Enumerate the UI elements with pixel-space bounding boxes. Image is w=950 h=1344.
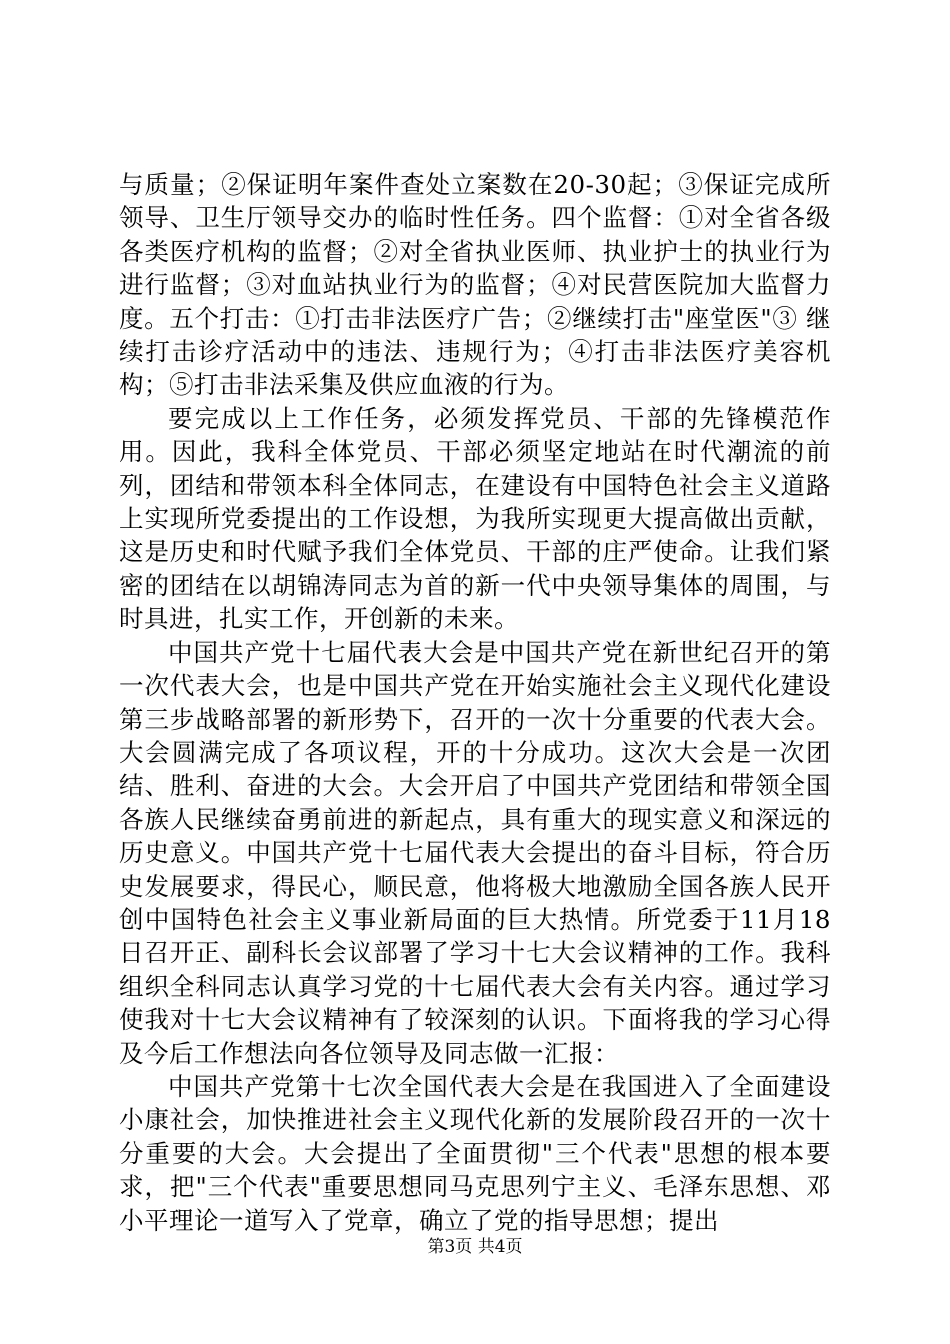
paragraph-3: 中国共产党十七届代表大会是中国共产党在新世纪召开的第一次代表大会，也是中国共产党在开始实施社会主义现代化建设第三步战略部署的新形势下，召开的一次十分重要的代表大会。大会圆满完成了各项议程，开的十分成功。这次大会是一次团结、胜利、奋进的大会。大会开启了中国共产党团结和带领全国各族人民继续奋勇前进的新起点，具有重大的现实意义和深远的历史意义。中国共产党十七届代表大会提出的奋斗目标，符合历史发展要求，得民心，顺民意，他将极大地激励全国各族人民开创中国特色社会主义事业新局面的巨大热情。所党委于11月18日召开正、副科长会议部署了学习十七大会议精神的工作。我科组织全科同志认真学习党的十七届代表大会有关内容。通过学习使我对十七大会议精神有了较深刻的认识。下面将我的学习心得及今后工作想法向各位领导及同志做一汇报： [119, 637, 831, 1068]
paragraph-4: 中国共产党第十七次全国代表大会是在我国进入了全面建设小康社会，加快推进社会主义现代化新的发展阶段召开的一次十分重要的大会。大会提出了全面贯彻"三个代表"思想的根本要求，把"三个代表"重要思想同马克思列宁主义、毛泽东思想、邓小平理论一道写入了党章，确立了党的指导思想；提出 [119, 1071, 831, 1235]
paragraph-1: 与质量；②保证明年案件查处立案数在20-30起；③保证完成所领导、卫生厅领导交办的临时性任务。四个监督：①对全省各级各类医疗机构的监督；②对全省执业医师、执业护士的执业行为进行监督；③对血站执业行为的监督；④对民营医院加大监督力度。五个打击：①打击非法医疗广告；②继续打击"座堂医"③ 继续打击诊疗活动中的违法、违规行为；④打击非法医疗美容机构；⑤打击非法采集及供应血液的行为。 [119, 170, 831, 400]
document-body [119, 168, 831, 1237]
page-number-footer: 第3页 共4页 [427, 1237, 523, 1257]
paragraph-2: 要完成以上工作任务，必须发挥党员、干部的先锋模范作用。因此，我科全体党员、干部必须坚定地站在时代潮流的前列，团结和带领本科全体同志，在建设有中国特色社会主义道路上实现所党委提出的工作设想，为我所实现更大提高做出贡献，这是历史和时代赋予我们全体党员、干部的庄严使命。让我们紧密的团结在以胡锦涛同志为首的新一代中央领导集体的周围，与时具进，扎实工作，开创新的未来。 [119, 403, 831, 634]
